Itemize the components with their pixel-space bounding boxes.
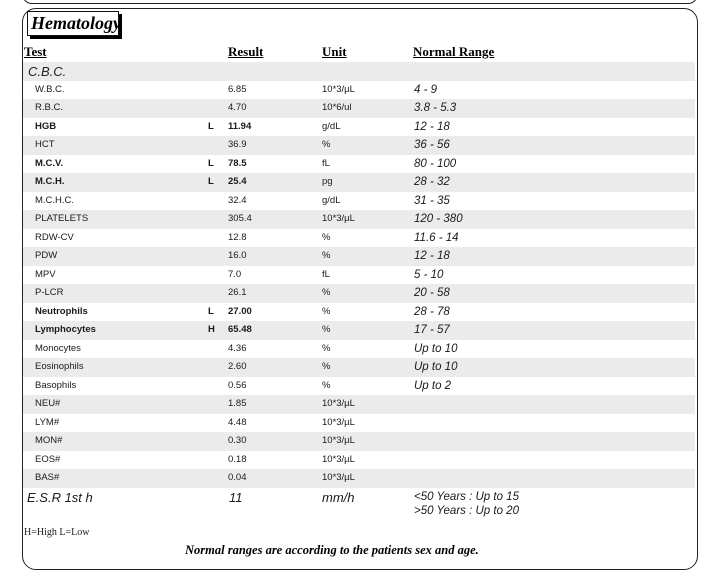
- result-value: 65.48: [228, 324, 252, 335]
- table-row: [23, 81, 695, 100]
- normal-range: Up to 10: [414, 361, 458, 373]
- unit-value: %: [322, 231, 331, 243]
- unit-value: %: [322, 324, 331, 335]
- result-flag: H: [208, 324, 215, 335]
- test-name: M.C.V.: [35, 157, 64, 169]
- header-result: Result: [228, 44, 264, 59]
- test-name: HGB: [35, 120, 57, 132]
- table-row: [23, 451, 695, 470]
- result-value: 16.0: [228, 250, 247, 261]
- result-value: 25.4: [228, 176, 247, 187]
- table-row: [23, 414, 695, 433]
- normal-range: 3.8 - 5.3: [414, 102, 457, 114]
- test-name: W.B.C.: [35, 83, 65, 95]
- table-row: [23, 192, 695, 211]
- result-value: 305.4: [228, 213, 252, 224]
- unit-value: 10*3/µL: [322, 213, 355, 224]
- normal-range: 36 - 56: [414, 139, 450, 151]
- table-row: [23, 210, 695, 229]
- esr-result: 11: [229, 490, 243, 505]
- test-name: HCT: [35, 139, 55, 150]
- result-value: 4.48: [228, 416, 247, 428]
- normal-range: 28 - 32: [414, 176, 450, 188]
- unit-value: pg: [322, 176, 333, 187]
- unit-value: %: [322, 379, 331, 391]
- table-row: [23, 247, 695, 266]
- result-value: 0.18: [228, 453, 247, 465]
- unit-value: %: [322, 305, 331, 317]
- test-name: MON#: [35, 435, 63, 446]
- footer-note: Normal ranges are according to the patients sex and age.: [185, 543, 479, 557]
- normal-range: 12 - 18: [414, 250, 450, 262]
- test-name: M.C.H.C.: [35, 194, 75, 206]
- unit-value: %: [322, 139, 331, 150]
- unit-value: g/dL: [322, 120, 341, 132]
- result-value: 27.00: [228, 305, 252, 317]
- result-value: 78.5: [228, 157, 247, 169]
- result-value: 12.8: [228, 231, 247, 243]
- esr-range: [414, 490, 519, 518]
- esr-range-line-2: >50 Years : Up to 20: [414, 505, 519, 517]
- normal-range: 120 - 380: [414, 213, 463, 225]
- header-normal-range: Normal Range: [413, 44, 495, 59]
- table-row: [23, 229, 695, 248]
- test-name: Eosinophils: [35, 361, 84, 372]
- result-value: 4.70: [228, 102, 247, 113]
- result-value: 0.56: [228, 379, 247, 391]
- table-row: [23, 284, 695, 303]
- unit-value: 10*3/µL: [322, 83, 355, 95]
- table-row: [23, 118, 695, 137]
- test-name: BAS#: [35, 472, 60, 483]
- table-row: [23, 377, 695, 396]
- unit-value: fL: [322, 268, 330, 280]
- table-row: [23, 303, 695, 322]
- result-flag: L: [208, 157, 214, 169]
- table-row: [23, 358, 695, 377]
- test-name: NEU#: [35, 398, 61, 409]
- result-value: 36.9: [228, 139, 247, 150]
- test-name: RDW-CV: [35, 231, 74, 243]
- test-name: M.C.H.: [35, 176, 65, 187]
- table-row: [23, 395, 695, 414]
- unit-value: %: [322, 287, 331, 298]
- unit-value: 10*3/µL: [322, 435, 355, 446]
- normal-range: 28 - 78: [414, 305, 450, 318]
- result-value: 0.30: [228, 435, 247, 446]
- result-value: 26.1: [228, 287, 247, 298]
- normal-range: 5 - 10: [414, 268, 444, 281]
- normal-range: 4 - 9: [414, 83, 438, 96]
- normal-range: 20 - 58: [414, 287, 450, 299]
- table-row: [23, 99, 695, 118]
- unit-value: %: [322, 250, 331, 261]
- esr-unit: mm/h: [322, 490, 355, 505]
- normal-range: 17 - 57: [414, 324, 450, 336]
- normal-range: 11.6 - 14: [414, 231, 459, 244]
- normal-range: 31 - 35: [414, 194, 450, 207]
- test-name: P-LCR: [35, 287, 64, 298]
- result-value: 0.04: [228, 472, 247, 483]
- unit-value: %: [322, 361, 331, 372]
- header-test: Test: [24, 44, 47, 59]
- result-flag: L: [208, 176, 214, 187]
- previous-section-box: [22, 0, 698, 4]
- section-title: Hematology: [27, 11, 119, 36]
- test-name: LYM#: [35, 416, 60, 428]
- unit-value: 10*6/ul: [322, 102, 352, 113]
- result-value: 7.0: [228, 268, 242, 280]
- unit-value: 10*3/µL: [322, 453, 355, 465]
- result-flag: L: [208, 305, 214, 317]
- normal-range: 80 - 100: [414, 157, 457, 170]
- table-row: [23, 173, 695, 192]
- result-value: 4.36: [228, 342, 247, 354]
- result-value: 11.94: [228, 120, 252, 132]
- table-row: [23, 321, 695, 340]
- test-name: Monocytes: [35, 342, 81, 354]
- header-unit: Unit: [322, 44, 347, 59]
- test-name: PDW: [35, 250, 58, 261]
- test-name: EOS#: [35, 453, 61, 465]
- table-row: [23, 432, 695, 451]
- normal-range: 12 - 18: [414, 120, 450, 133]
- table-row: [23, 266, 695, 285]
- flag-legend: H=High L=Low: [24, 527, 90, 538]
- result-value: 6.85: [228, 83, 247, 95]
- test-name: Neutrophils: [35, 305, 88, 317]
- unit-value: 10*3/µL: [322, 472, 355, 483]
- result-value: 1.85: [228, 398, 247, 409]
- test-name: Basophils: [35, 379, 77, 391]
- table-row: [23, 469, 695, 488]
- result-value: 2.60: [228, 361, 247, 372]
- result-value: 32.4: [228, 194, 247, 206]
- unit-value: 10*3/µL: [322, 416, 355, 428]
- unit-value: fL: [322, 157, 330, 169]
- group-title-cbc: C.B.C.: [23, 62, 695, 81]
- table-row: [23, 340, 695, 359]
- normal-range: Up to 10: [414, 342, 458, 355]
- test-name: R.B.C.: [35, 102, 63, 113]
- unit-value: %: [322, 342, 331, 354]
- table-row: [23, 155, 695, 174]
- esr-range-line-1: <50 Years : Up to 15: [414, 491, 519, 503]
- unit-value: 10*3/µL: [322, 398, 355, 409]
- esr-row: [23, 488, 695, 522]
- normal-range: Up to 2: [414, 379, 452, 392]
- table-row: [23, 136, 695, 155]
- unit-value: g/dL: [322, 194, 341, 206]
- test-name: Lymphocytes: [35, 324, 96, 335]
- test-name: MPV: [35, 268, 56, 280]
- result-flag: L: [208, 120, 214, 132]
- esr-test-name: E.S.R 1st h: [27, 490, 93, 505]
- test-name: PLATELETS: [35, 213, 89, 224]
